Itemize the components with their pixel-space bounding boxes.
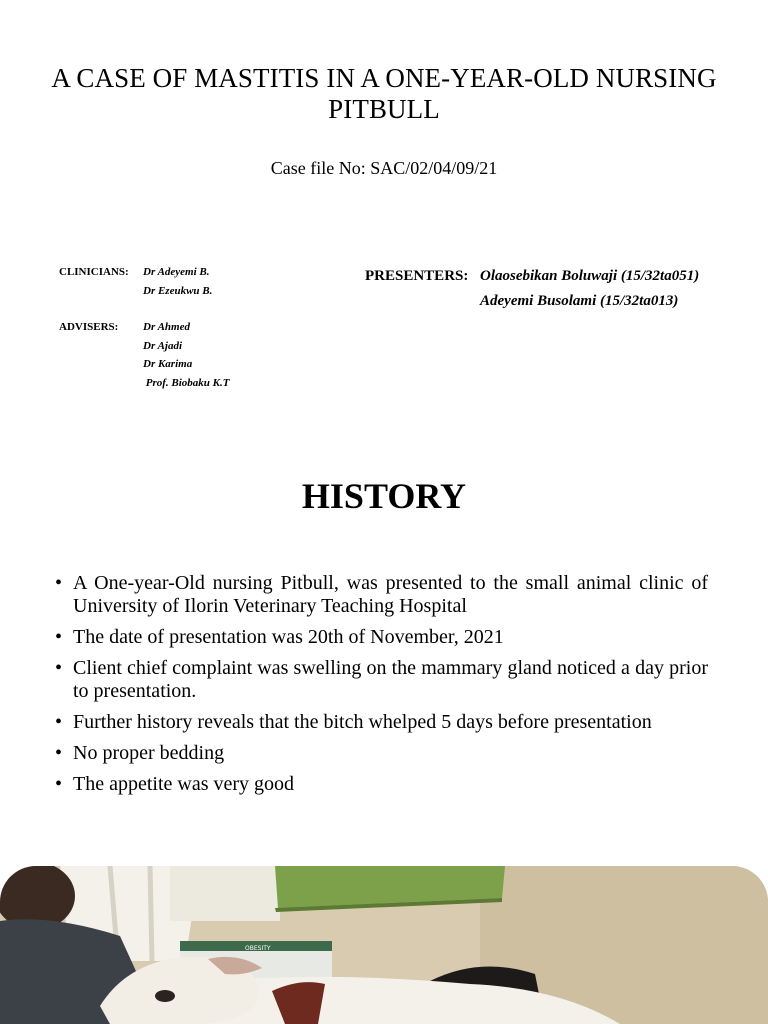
list-item: • The date of presentation was 20th of November, 2021 <box>55 626 708 649</box>
adviser-name: Dr Ahmed <box>143 321 190 333</box>
pitbull-photo <box>0 866 768 1024</box>
presenters-list <box>480 264 699 314</box>
list-item: • The appetite was very good <box>55 773 708 796</box>
case-file-number: Case file No: SAC/02/04/09/21 <box>270 158 498 178</box>
title-slide <box>0 0 768 430</box>
clinician-name: Dr Ezeukwu B. <box>143 284 213 297</box>
adviser-name: Dr Ajadi <box>143 339 183 352</box>
presenters-block <box>365 264 700 309</box>
clinic-photo-image <box>0 866 768 1024</box>
poster-text: OBESITY <box>245 945 271 952</box>
presenter-name: Adeyemi Busolami (15/32ta013) <box>480 293 679 309</box>
list-item: • Client chief complaint was swelling on the mammary gland noticed a day prior to presentation. <box>55 657 708 703</box>
advisers-list <box>143 318 229 392</box>
history-bullet-list <box>55 572 708 804</box>
adviser-name: Prof. Biobaku K.T <box>143 376 230 389</box>
clinicians-list <box>143 263 212 300</box>
presenter-name: Olaosebikan Boluwaji (15/32ta051) <box>480 268 700 284</box>
list-item: • Further history reveals that the bitch whelped 5 days before presentation <box>55 711 708 734</box>
clinicians-label: CLINICIANS: <box>59 266 129 278</box>
adviser-name: Dr Karima <box>143 358 193 370</box>
advisers-label: ADVISERS: <box>59 321 119 333</box>
clinician-name: Dr Adeyemi B. <box>143 266 210 278</box>
list-item: • A One-year-Old nursing Pitbull, was presented to the small animal clinic of University of Ilorin Veterinary Teaching Hospital <box>55 572 708 618</box>
presentation-title: A CASE OF MASTITIS IN A ONE-YEAR-OLD NURSING PITBULL <box>51 63 717 124</box>
history-heading: HISTORY <box>301 476 467 516</box>
presenters-label: PRESENTERS: <box>365 268 469 284</box>
list-item: • No proper bedding <box>55 742 708 765</box>
